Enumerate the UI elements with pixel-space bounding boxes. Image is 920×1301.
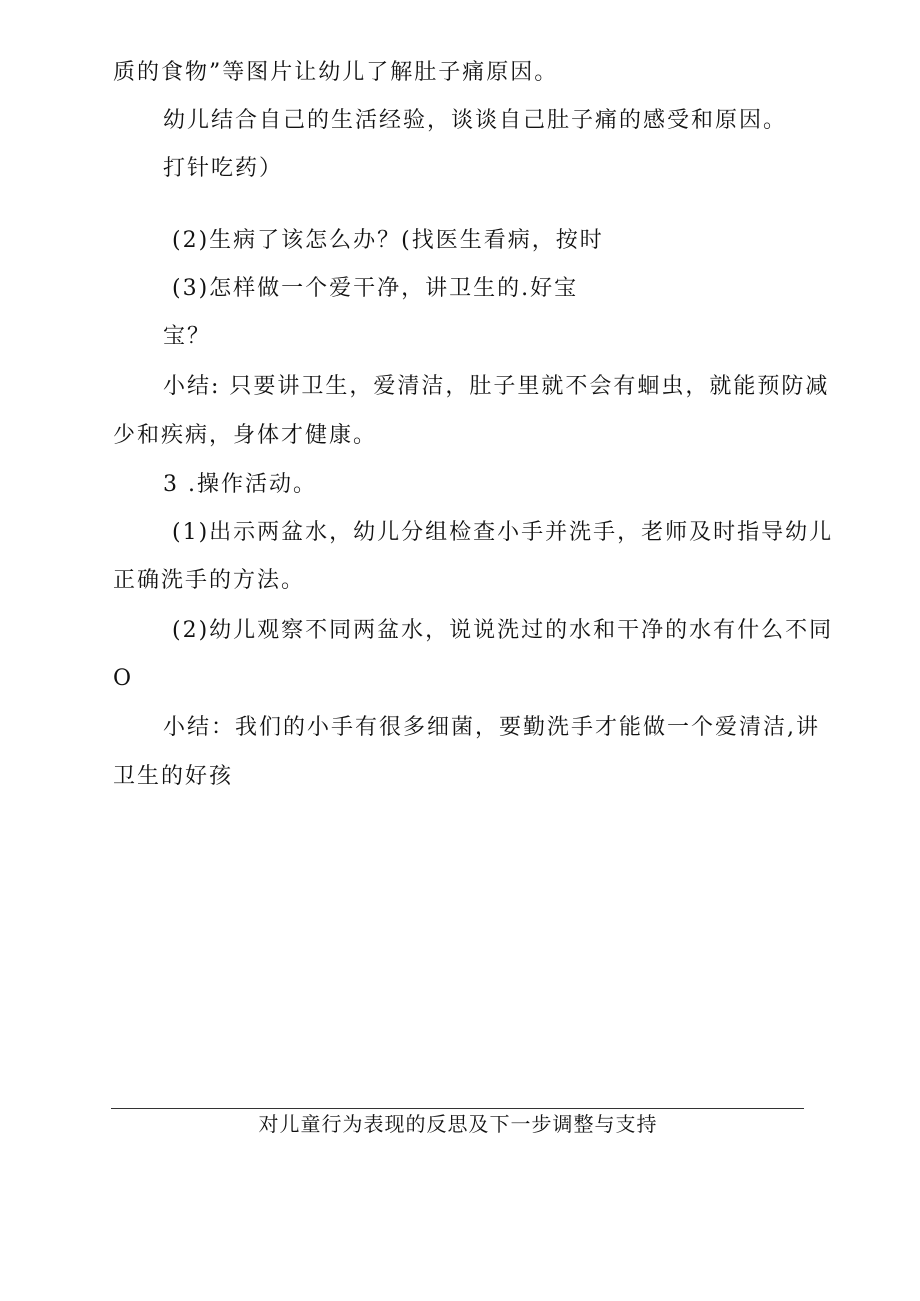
paragraph-line: (3)怎样做一个爱干净，讲卫生的.好宝 bbox=[172, 276, 579, 301]
footer-divider bbox=[111, 1108, 804, 1109]
paragraph-line: 少和疾病，身体才健康。 bbox=[113, 423, 378, 448]
paragraph-line: 卫生的好孩 bbox=[113, 764, 234, 789]
paragraph-line: (2)生病了该怎么办？(找医生看病，按时 bbox=[172, 228, 604, 253]
section-heading: 3 .操作活动。 bbox=[163, 472, 317, 497]
paragraph-line: 宝？ bbox=[163, 324, 212, 349]
paragraph-line: 正确洗手的方法。 bbox=[113, 568, 306, 593]
paragraph-line: 小结: 只要讲卫生，爱清洁，肚子里就不会有蛔虫，就能预防减 bbox=[163, 374, 830, 399]
footer-section-title: 对儿童行为表现的反思及下一步调整与支持 bbox=[258, 1112, 658, 1136]
paragraph-line: 打针吃药） bbox=[163, 156, 284, 181]
paragraph-line: 幼儿结合自己的生活经验，谈谈自己肚子痛的感受和原因。 bbox=[163, 108, 788, 133]
paragraph-line: (1)出示两盆水，幼儿分组检查小手并洗手，老师及时指导幼儿 bbox=[172, 520, 834, 545]
paragraph-line: 小结：我们的小手有很多细菌，要勤洗手才能做一个爱清洁,讲 bbox=[163, 715, 820, 740]
paragraph-line: O bbox=[113, 666, 134, 691]
paragraph-line: (2)幼儿观察不同两盆水，说说洗过的水和干净的水有什么不同 bbox=[172, 618, 834, 643]
paragraph-line: 质的食物”等图片让幼儿了解肚子痛原因。 bbox=[113, 60, 559, 85]
